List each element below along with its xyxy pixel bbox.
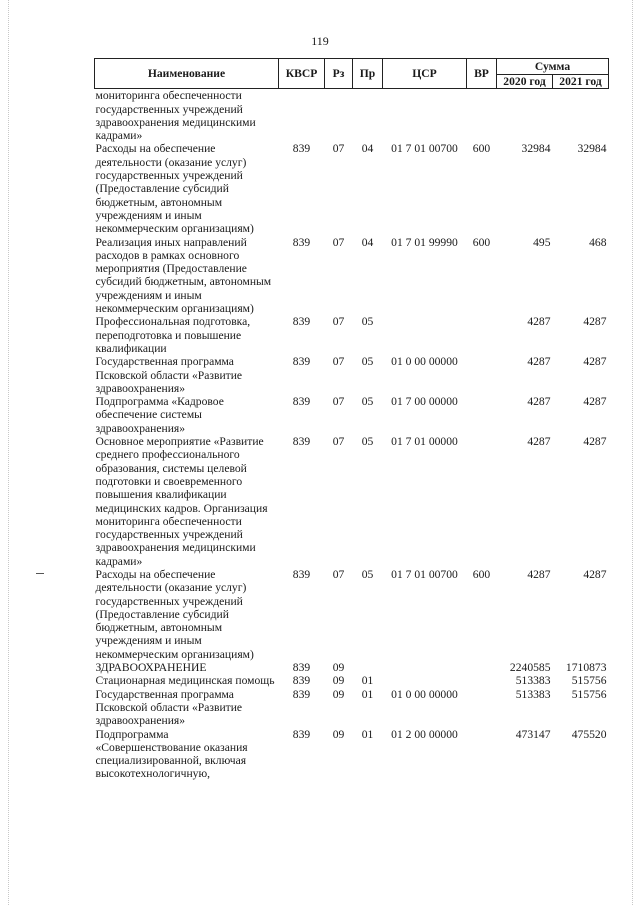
cell-name: Государственная программа Псковской области «Развитие здравоохранения» xyxy=(95,687,243,728)
cell-sum-2021: 4287 xyxy=(583,355,607,369)
cell-rz: 07 xyxy=(332,235,345,249)
table-header xyxy=(95,59,609,89)
header-pr: Пр xyxy=(353,59,383,89)
table-row xyxy=(95,142,609,235)
cell-sum-2021: 4287 xyxy=(583,567,607,581)
header-year-2020: 2020 год xyxy=(497,75,553,89)
cell-kvsr: 839 xyxy=(292,142,311,156)
cell-rz: 07 xyxy=(332,315,345,329)
table-row xyxy=(95,89,609,143)
cell-vr xyxy=(467,728,497,781)
table-row xyxy=(95,661,609,674)
cell-name: Подпрограмма «Совершенствование оказания специализированной, включая высокотехнологичную, xyxy=(95,727,248,781)
cell-name: Государственная программа Псковской области «Развитие здравоохранения» xyxy=(95,355,243,395)
cell-vr xyxy=(467,395,497,435)
cell-csr: 01 0 00 00000 xyxy=(391,355,458,369)
table-row xyxy=(95,395,609,435)
cell-pr: 04 xyxy=(361,235,374,249)
cell-csr xyxy=(383,674,467,687)
cell-sum-2020: 513383 xyxy=(515,674,551,688)
cell-kvsr xyxy=(279,89,325,143)
cell-csr: 01 7 01 99990 xyxy=(391,235,458,249)
page-number: 119 xyxy=(311,34,329,48)
table-body xyxy=(95,89,609,781)
cell-sum-2020: 513383 xyxy=(515,687,551,701)
cell-vr: 600 xyxy=(472,567,491,581)
cell-sum-2021: 475520 xyxy=(571,727,607,741)
header-csr: ЦСР xyxy=(383,59,467,89)
cell-csr: 01 7 00 00000 xyxy=(391,395,458,409)
cell-pr: 05 xyxy=(361,435,374,449)
cell-rz: 07 xyxy=(332,435,345,449)
cell-name: Расходы на обеспечение деятельности (оказание услуг) государственных учреждений (Предоставление субсидий бюджетным, автономным учреждениям и иным некоммерческим организациям) xyxy=(95,567,254,661)
cell-vr xyxy=(467,315,497,355)
cell-pr: 04 xyxy=(361,142,374,156)
cell-kvsr: 839 xyxy=(292,727,311,741)
cell-csr: 01 7 01 00700 xyxy=(391,567,458,581)
table-row xyxy=(95,435,609,568)
cell-pr: 01 xyxy=(361,687,374,701)
table-row xyxy=(95,688,609,728)
cell-vr xyxy=(467,355,497,395)
cell-rz: 09 xyxy=(332,661,345,675)
cell-rz: 07 xyxy=(332,142,345,156)
cell-kvsr: 839 xyxy=(292,661,311,675)
cell-vr xyxy=(467,435,497,568)
cell-sum-2021: 515756 xyxy=(571,674,607,688)
cell-csr: 01 7 01 00700 xyxy=(391,142,458,156)
cell-rz: 07 xyxy=(332,355,345,369)
cell-kvsr: 839 xyxy=(292,235,311,249)
cell-kvsr: 839 xyxy=(292,567,311,581)
cell-vr: 600 xyxy=(472,235,491,249)
cell-sum-2021: 468 xyxy=(589,235,607,249)
cell-pr: 05 xyxy=(361,567,374,581)
table-row xyxy=(95,315,609,355)
cell-sum-2021 xyxy=(553,89,609,143)
cell-sum-2020: 4287 xyxy=(527,567,551,581)
cell-vr xyxy=(467,688,497,728)
table-row xyxy=(95,728,609,781)
cell-csr: 01 0 00 00000 xyxy=(391,687,458,701)
cell-pr xyxy=(353,89,383,143)
table-row xyxy=(95,674,609,687)
header-year-2021: 2021 год xyxy=(553,75,609,89)
cell-sum-2021: 515756 xyxy=(571,687,607,701)
cell-pr: 05 xyxy=(361,395,374,409)
cell-csr xyxy=(383,315,467,355)
cell-pr xyxy=(353,661,383,674)
cell-rz: 07 xyxy=(332,395,345,409)
header-vr: ВР xyxy=(467,59,497,89)
cell-vr xyxy=(467,661,497,674)
header-rz: Рз xyxy=(325,59,353,89)
cell-csr: 01 7 01 00000 xyxy=(391,435,458,449)
cell-kvsr: 839 xyxy=(292,315,311,329)
cell-csr: 01 2 00 00000 xyxy=(391,727,458,741)
cell-name: Подпрограмма «Кадровое обеспечение системы здравоохранения» xyxy=(95,395,224,435)
cell-vr: 600 xyxy=(472,142,491,156)
page-edge-left xyxy=(8,0,10,905)
cell-sum-2021: 1710873 xyxy=(565,661,607,675)
page-edge-right xyxy=(632,0,634,905)
cell-sum-2021: 4287 xyxy=(583,315,607,329)
cell-csr xyxy=(383,89,467,143)
cell-sum-2020: 4287 xyxy=(527,435,551,449)
cell-rz: 09 xyxy=(332,674,345,688)
table-row xyxy=(95,236,609,316)
cell-sum-2021: 32984 xyxy=(577,142,607,156)
cell-name: Основное мероприятие «Развитие среднего профессионального образования, системы целевой подготовки и своевременного повышения квалификации медицинских кадров. Организация мониторинга обеспеченности государственных учреждений здравоохранения медицинскими кадрами» xyxy=(95,435,268,568)
cell-csr xyxy=(383,661,467,674)
cell-sum-2021: 4287 xyxy=(583,395,607,409)
cell-vr xyxy=(467,89,497,143)
cell-sum-2020: 4287 xyxy=(527,395,551,409)
header-sum: Сумма xyxy=(497,59,609,75)
cell-name: Реализация иных направлений расходов в рамках основного мероприятия (Предоставление субсидий бюджетным, автономным учреждениям и иным некоммерческим организациям) xyxy=(95,235,272,316)
cell-rz: 09 xyxy=(332,727,345,741)
cell-pr: 01 xyxy=(361,674,374,688)
budget-table xyxy=(94,58,609,781)
cell-sum-2020: 2240585 xyxy=(509,661,551,675)
stray-mark xyxy=(36,573,44,574)
header-kvsr: КВСР xyxy=(279,59,325,89)
header-name: Наименование xyxy=(95,59,279,89)
cell-name: Профессиональная подготовка, переподготовка и повышение квалификации xyxy=(95,315,251,355)
cell-sum-2020 xyxy=(497,89,553,143)
cell-kvsr: 839 xyxy=(292,687,311,701)
cell-name: Стационарная медицинская помощь xyxy=(95,674,275,688)
cell-sum-2020: 495 xyxy=(533,235,551,249)
cell-rz xyxy=(325,89,353,143)
cell-kvsr: 839 xyxy=(292,674,311,688)
table-row xyxy=(95,568,609,661)
cell-kvsr: 839 xyxy=(292,435,311,449)
cell-pr: 05 xyxy=(361,315,374,329)
table-row xyxy=(95,355,609,395)
cell-kvsr: 839 xyxy=(292,355,311,369)
cell-name: Расходы на обеспечение деятельности (оказание услуг) государственных учреждений (Предоставление субсидий бюджетным, автономным учреждениям и иным некоммерческим организациям) xyxy=(95,142,254,236)
cell-name: ЗДРАВООХРАНЕНИЕ xyxy=(95,661,207,675)
cell-sum-2021: 4287 xyxy=(583,435,607,449)
cell-pr: 01 xyxy=(361,727,374,741)
cell-sum-2020: 4287 xyxy=(527,315,551,329)
cell-vr xyxy=(467,674,497,687)
cell-name: мониторинга обеспеченности государственных учреждений здравоохранения медицинскими кадрами» xyxy=(95,89,256,143)
cell-sum-2020: 4287 xyxy=(527,355,551,369)
cell-pr: 05 xyxy=(361,355,374,369)
cell-sum-2020: 473147 xyxy=(515,727,551,741)
cell-rz: 09 xyxy=(332,687,345,701)
cell-kvsr: 839 xyxy=(292,395,311,409)
cell-rz: 07 xyxy=(332,567,345,581)
cell-sum-2020: 32984 xyxy=(521,142,551,156)
